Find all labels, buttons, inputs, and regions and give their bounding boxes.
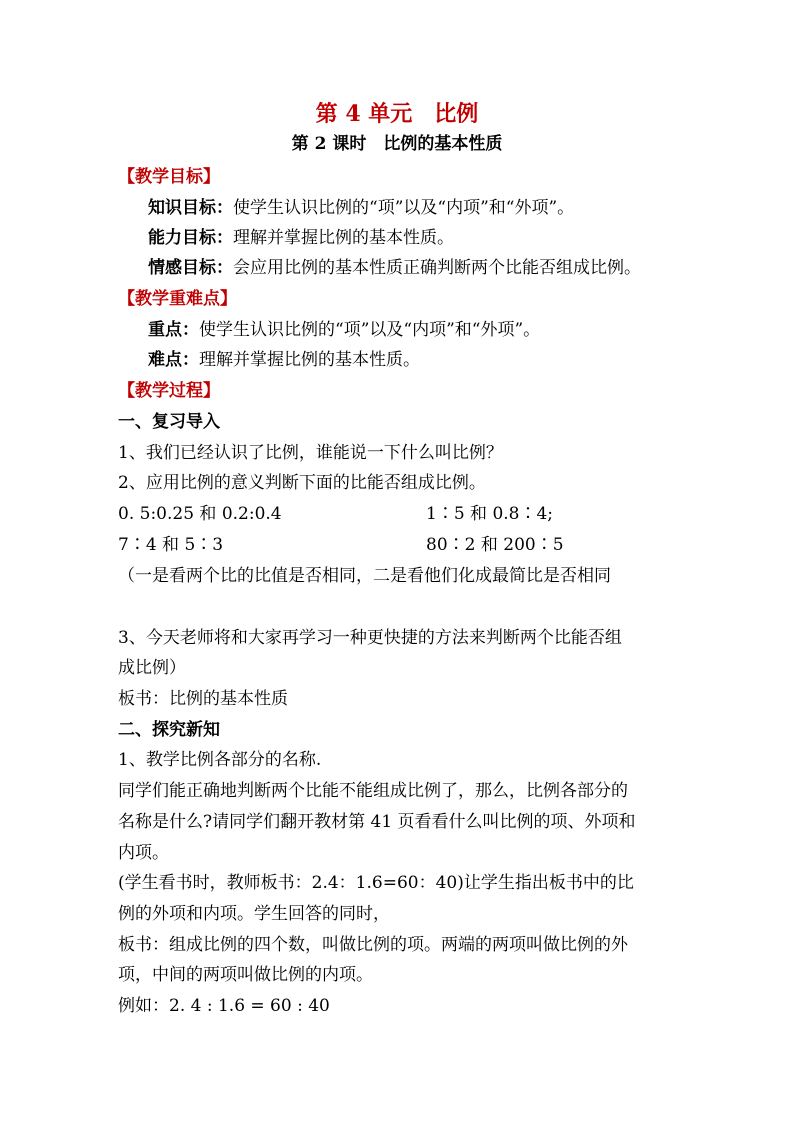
goal-item (148, 257, 641, 279)
explore-paragraph-3-line1: (学生看书时，教师板书：2.4：1.6=60：40)让学生指出板书中的比 (118, 873, 634, 893)
review-question-1: 1、我们已经认识了比例，谁能说一下什么叫比例？ (118, 443, 503, 463)
review-note: （一是看两个比的比值是否相同，二是看他们化成最简比是否相同 (118, 566, 611, 586)
unit-title: 第 4 单元 比例 (315, 101, 479, 127)
section1-heading: 一、复习导入 (118, 412, 220, 432)
section2-heading: 二、探究新知 (118, 720, 220, 740)
key-points-heading: 【教学重难点】 (118, 289, 237, 309)
example-line: 例如：2. 4 : 1.6 = 60 : 40 (118, 996, 330, 1016)
goal-label: 知识目标： (148, 198, 233, 218)
key-point-text: 理解并掌握比例的基本性质。 (199, 350, 420, 370)
key-point-label: 重点： (148, 320, 199, 340)
lesson-title: 第 2 课时 比例的基本性质 (291, 134, 503, 154)
goal-item (148, 197, 574, 219)
goal-label: 能力目标： (148, 228, 233, 248)
goal-label: 情感目标： (148, 258, 233, 278)
board-note: 板书：比例的基本性质 (118, 689, 288, 709)
goal-text: 理解并掌握比例的基本性质。 (233, 228, 454, 248)
goal-text: 会应用比例的基本性质正确判断两个比能否组成比例。 (233, 258, 641, 278)
goal-item (148, 227, 454, 249)
key-point-text: 使学生认识比例的“项”以及“内项”和“外项”。 (199, 320, 541, 340)
explore-paragraph-1: 1、教学比例各部分的名称. (118, 750, 322, 770)
review-question-3-line1: 3、今天老师将和大家再学习一种更快捷的方法来判断两个比能否组 (118, 628, 622, 648)
key-point-label: 难点： (148, 350, 199, 370)
explore-paragraph-2-line3: 内项。 (118, 843, 169, 863)
explore-paragraph-4-line2: 项，中间的两项叫做比例的内项。 (118, 965, 373, 985)
explore-paragraph-4-line1: 板书：组成比例的四个数，叫做比例的项。两端的两项叫做比例的外 (118, 935, 628, 955)
explore-paragraph-3-line2: 例的外项和内项。学生回答的同时， (118, 904, 390, 924)
goals-heading: 【教学目标】 (118, 167, 220, 187)
review-question-3-line2: 成比例） (118, 658, 186, 678)
exercise-1-right: 1∶5 和 0.8∶4; (426, 504, 554, 524)
goal-text: 使学生认识比例的“项”以及“内项”和“外项”。 (233, 198, 575, 218)
key-point-item (148, 319, 540, 341)
explore-paragraph-2-line1: 同学们能正确地判断两个比能不能组成比例了，那么，比例各部分的 (118, 781, 628, 801)
review-question-2: 2、应用比例的意义判断下面的比能否组成比例。 (118, 473, 486, 493)
process-heading: 【教学过程】 (118, 381, 220, 401)
exercise-1-left: 0. 5:0.25 和 0.2:0.4 (118, 504, 282, 524)
key-point-item (148, 349, 420, 371)
explore-paragraph-2-line2: 名称是什么?请同学们翻开教材第 41 页看看什么叫比例的项、外项和 (118, 812, 636, 832)
exercise-2-left: 7∶4 和 5∶3 (118, 535, 224, 555)
exercise-2-right: 80∶2 和 200∶5 (426, 535, 564, 555)
